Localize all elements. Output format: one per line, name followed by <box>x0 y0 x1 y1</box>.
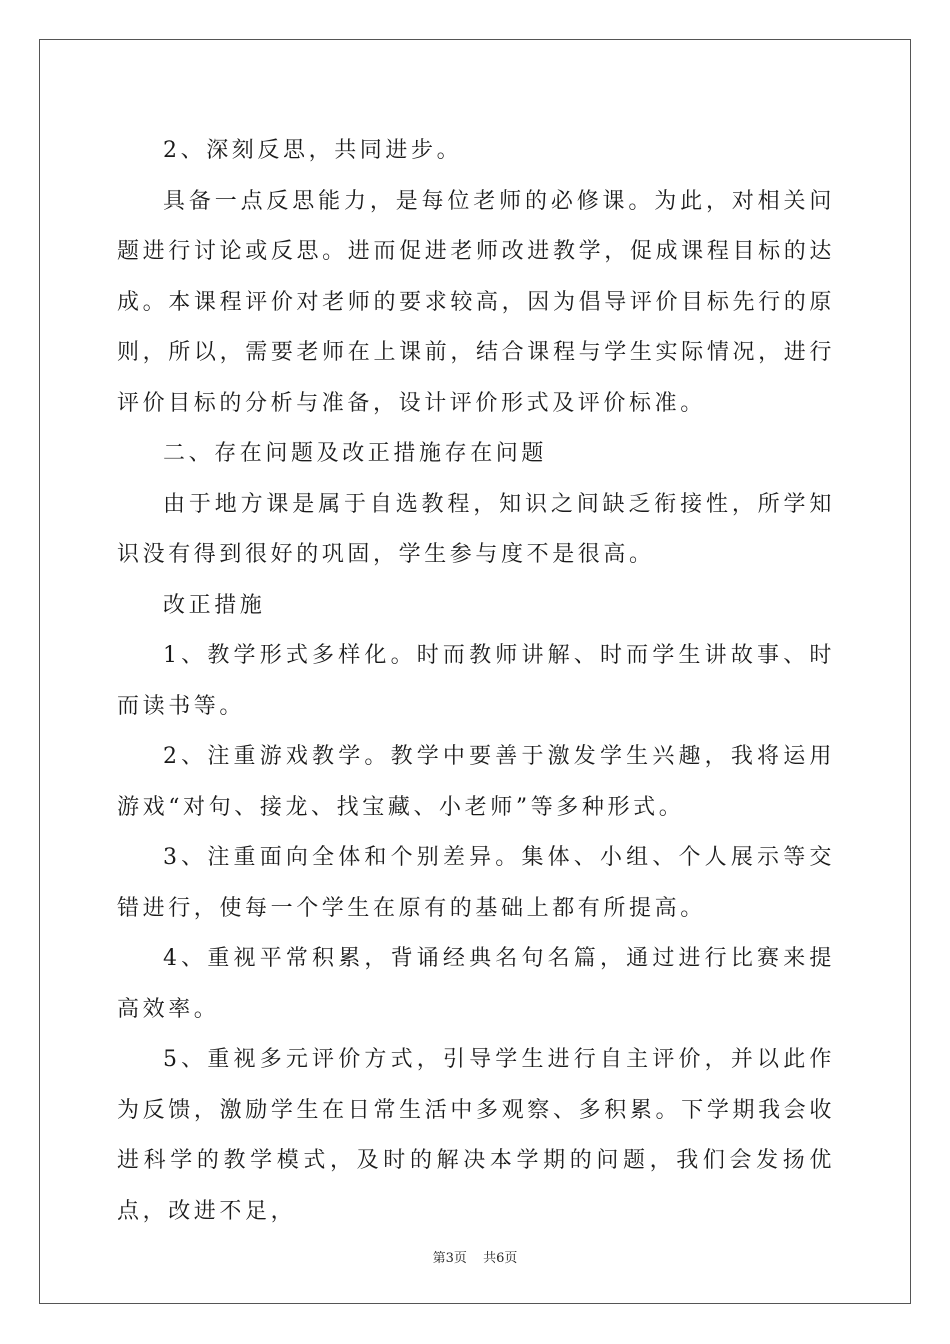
list-item: 5、重视多元评价方式，引导学生进行自主评价，并以此作为反馈，激励学生在日常生活中多观察、多积累。下学期我会收进科学的教学模式，及时的解决本学期的问题，我们会发扬优点，改进不足， <box>117 1047 835 1224</box>
list-item: 3、注重面向全体和个别差异。集体、小组、个人展示等交错进行，使每一个学生在原有的基础上都有所提高。 <box>117 845 835 921</box>
list-item: 1、教学形式多样化。时而教师讲解、时而学生讲故事、时而读书等。 <box>117 643 835 719</box>
page-total: 共6页 <box>483 1251 518 1266</box>
document-body <box>117 126 835 1237</box>
paragraph: 具备一点反思能力，是每位老师的必修课。为此，对相关问题进行讨论或反思。进而促进老师改进教学，促成课程目标的达成。本课程评价对老师的要求较高，因为倡导评价目标先行的原则，所以，需要老师在上课前，结合课程与学生实际情况，进行评价目标的分析与准备，设计评价形式及评价标准。 <box>117 188 835 416</box>
section-heading: 二、存在问题及改正措施存在问题 <box>163 441 548 466</box>
page-footer <box>0 1247 950 1266</box>
paragraph: 由于地方课是属于自选教程，知识之间缺乏衔接性，所学知识没有得到很好的巩固，学生参与度不是很高。 <box>117 491 835 567</box>
paragraph: 2、深刻反思，共同进步。 <box>163 138 463 163</box>
list-item: 2、注重游戏教学。教学中要善于激发学生兴趣，我将运用游戏“对句、接龙、找宝藏、小老师”等多种形式。 <box>117 744 835 820</box>
subheading: 改正措施 <box>163 592 266 618</box>
list-item: 4、重视平常积累，背诵经典名句名篇，通过进行比赛来提高效率。 <box>117 946 835 1022</box>
page-number: 第3页 <box>432 1251 467 1266</box>
